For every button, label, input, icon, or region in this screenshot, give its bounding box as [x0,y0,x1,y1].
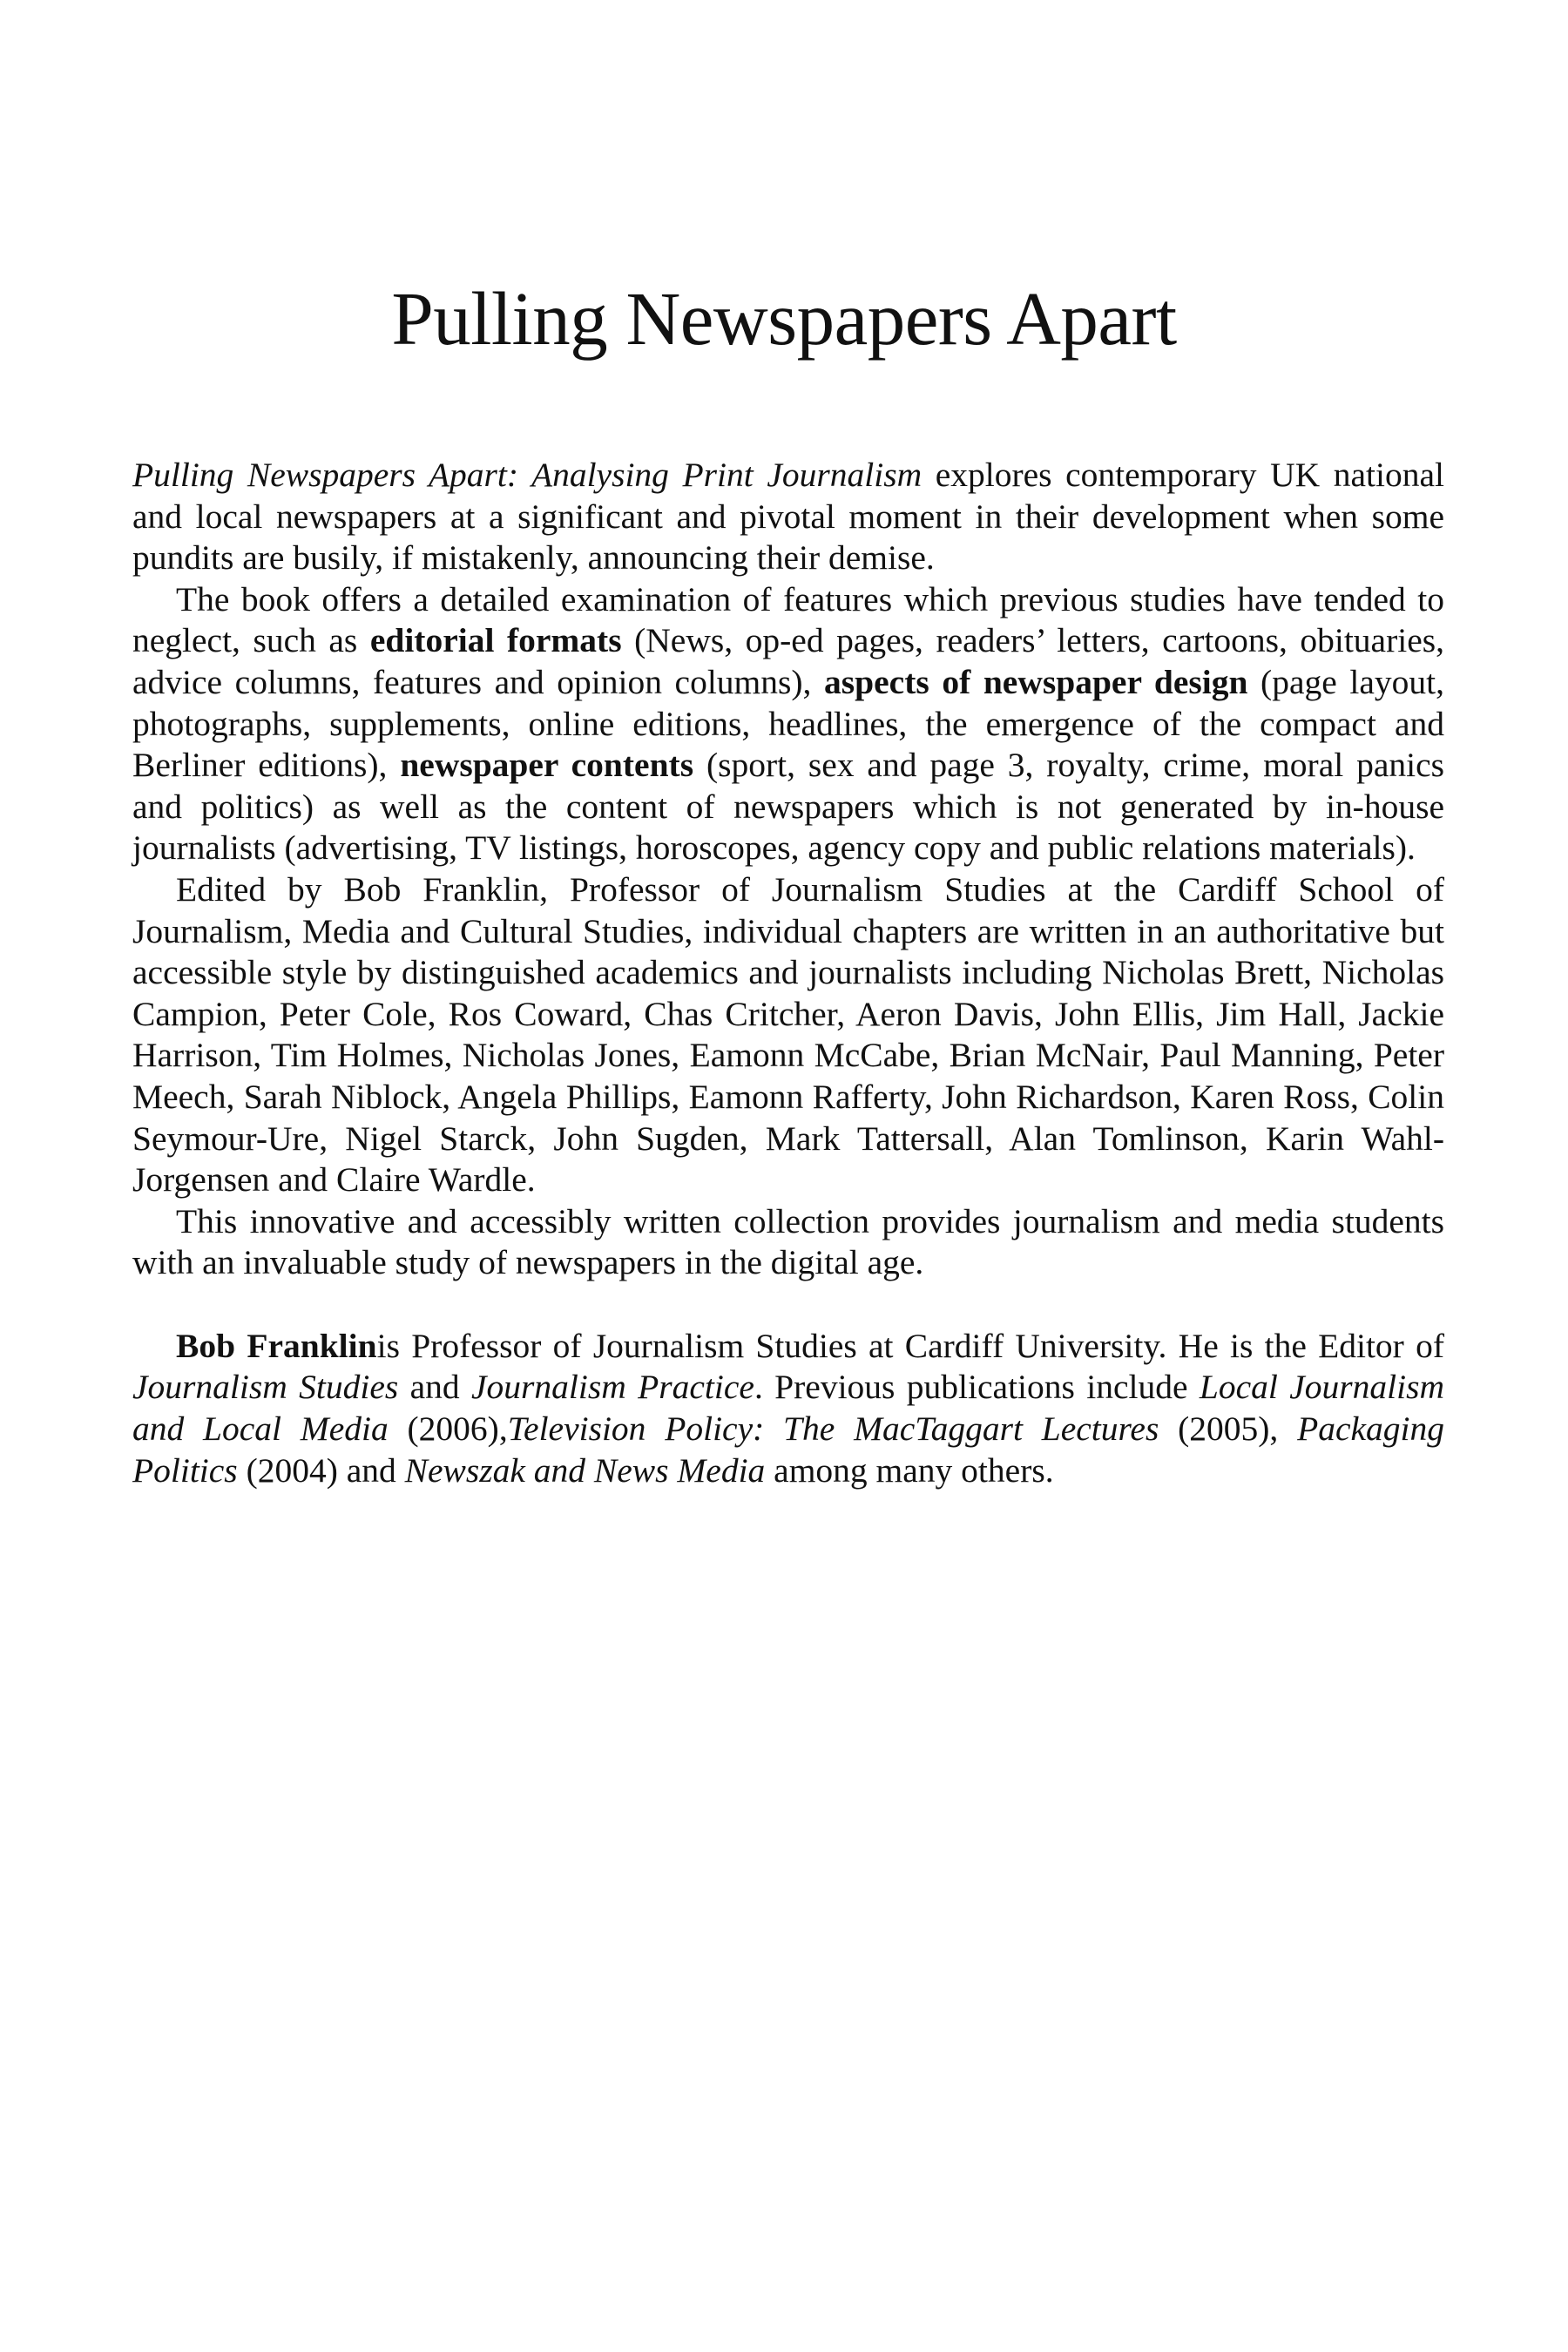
bio-text-7: among many others. [765,1450,1054,1490]
blurb-text [132,455,1444,1491]
bio-text-1: is Professor of Journalism Studies at Cardiff University. He is the Editor of [376,1326,1444,1365]
summary-paragraph: This innovative and accessibly written collection provides journalism and media students with an invaluable study of newspapers in the digital age. [132,1201,1444,1282]
journal-title-2: Journalism Practice [471,1368,754,1407]
bio-text-6: (2004) and [237,1450,405,1490]
book-title-italic: Pulling Newspapers Apart: Analysing Print Journalism [132,456,923,494]
bio-text-5: (2005), [1159,1409,1298,1449]
page-title: Pulling Newspapers Apart [391,276,1177,361]
publication-title-4: Newszak and News Media [404,1450,766,1490]
contents-text-3: (page layout, photographs, supplements, online editions, headlines, the emergence of the compact and Berliner editions), [132,662,1444,785]
publication-title-1: Local Journalism and Local Media [132,1368,1444,1449]
author-bio-paragraph [132,1326,1444,1491]
publication-title-2: Television Policy: The MacTaggart Lectures [507,1409,1159,1449]
publication-title-3: Packaging Politics [132,1409,1445,1490]
newspaper-contents-bold: newspaper contents [400,746,694,785]
bio-text-4: (2006), [388,1409,508,1449]
journal-title-1: Journalism Studies [132,1368,399,1407]
contents-text-1: The book offers a detailed examination of features which previous studies have tended to neglect, such as [132,579,1444,660]
contents-paragraph [132,579,1444,869]
editor-paragraph: Edited by Bob Franklin, Professor of Journalism Studies at the Cardiff School of Journalism, Media and Cultural Studies, individual chapters are written in an authoritative but accessible style by distinguished academics and journalists including Nicholas Brett, Nicholas Campion, Peter Cole, Ros Coward, Chas Critcher, Aeron Davis, John Ellis, Jim Hall, Jackie Harrison, Tim Holmes, Nicholas Jones, Eamonn McCabe, Brian McNair, Paul Manning, Peter Meech, Sarah Niblock, Angela Phillips, Eamonn Rafferty, John Richardson, Karen Ross, Colin Seymour-Ure, Nigel Starck, John Sugden, Mark Tattersall, Alan Tomlinson, Karin Wahl-Jorgensen and Claire Wardle. [132,869,1444,1200]
bio-text-3: . Previous publications include [754,1368,1200,1407]
intro-text: explores contemporary UK national and local newspapers at a significant and pivotal moment in their development when some pundits are busily, if mistakenly, announcing their demise. [132,456,1444,578]
paragraph-gap [132,1284,1444,1326]
newspaper-design-bold: aspects of newspaper design [824,662,1248,701]
intro-paragraph [132,455,1444,579]
contents-text-4: (sport, sex and page 3, royalty, crime, moral panics and politics) as well as the content of newspapers which is not generated by in-house journalists (advertising, TV listings, horoscopes, agency copy and public relations materials). [132,746,1445,868]
bio-text-2: and [398,1368,472,1407]
editorial-formats-bold: editorial formats [369,621,622,660]
author-name-bold: Bob Franklin [176,1326,377,1365]
contents-text-2: (News, op-ed pages, readers’ letters, cartoons, obituaries, advice columns, features and opinion columns), [132,621,1444,701]
